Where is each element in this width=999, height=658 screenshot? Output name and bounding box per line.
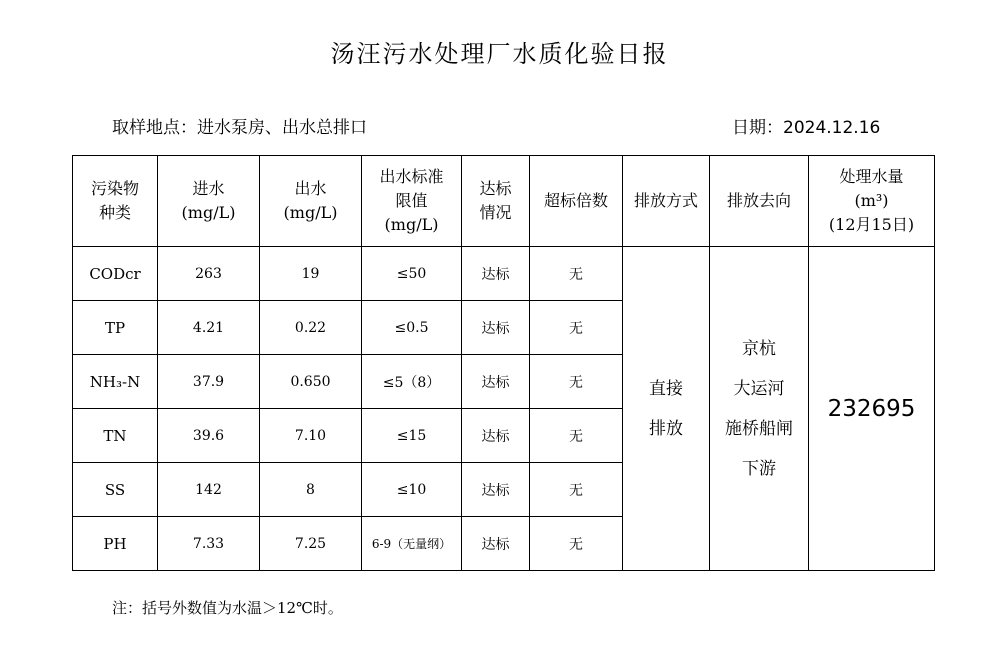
report-date: 日期：2024.12.16 [732, 118, 881, 138]
exceed-value: 无 [530, 517, 623, 571]
pollutant-name: TP [73, 301, 158, 355]
pollutant-name: NH₃-N [73, 355, 158, 409]
table-row [73, 247, 935, 301]
header-status: 达标 情况 [462, 156, 530, 247]
footnote: 注：括号外数值为水温＞12℃时。 [112, 599, 343, 617]
outflow-value: 8 [260, 463, 362, 517]
status-value: 达标 [462, 247, 530, 301]
report-title: 汤汪污水处理厂水质化验日报 [330, 40, 669, 68]
outflow-value: 0.22 [260, 301, 362, 355]
outflow-value: 7.25 [260, 517, 362, 571]
exceed-value: 无 [530, 409, 623, 463]
sampling-location: 取样地点：进水泵房、出水总排口 [112, 118, 367, 138]
header-exceed: 超标倍数 [530, 156, 623, 247]
inflow-value: 7.33 [158, 517, 260, 571]
inflow-value: 39.6 [158, 409, 260, 463]
header-row [73, 156, 935, 247]
discharge-method: 直接 排放 [623, 247, 710, 571]
inflow-value: 4.21 [158, 301, 260, 355]
outflow-value: 19 [260, 247, 362, 301]
exceed-value: 无 [530, 247, 623, 301]
exceed-value: 无 [530, 463, 623, 517]
limit-value: ≤0.5 [362, 301, 462, 355]
outflow-value: 0.650 [260, 355, 362, 409]
status-value: 达标 [462, 463, 530, 517]
discharge-destination: 京杭 大运河 施桥船闸 下游 [710, 247, 809, 571]
status-value: 达标 [462, 517, 530, 571]
status-value: 达标 [462, 409, 530, 463]
treated-volume: 232695 [809, 247, 935, 571]
exceed-value: 无 [530, 355, 623, 409]
header-limit: 出水标准 限值 (mg/L) [362, 156, 462, 247]
status-value: 达标 [462, 301, 530, 355]
outflow-value: 7.10 [260, 409, 362, 463]
inflow-value: 142 [158, 463, 260, 517]
header-discharge-method: 排放方式 [623, 156, 710, 247]
inflow-value: 37.9 [158, 355, 260, 409]
limit-value: ≤15 [362, 409, 462, 463]
pollutant-name: PH [73, 517, 158, 571]
status-value: 达标 [462, 355, 530, 409]
limit-value: ≤50 [362, 247, 462, 301]
limit-value: ≤5（8） [362, 355, 462, 409]
header-inflow: 进水 (mg/L) [158, 156, 260, 247]
header-volume: 处理水量 (m³) (12月15日) [809, 156, 935, 247]
pollutant-name: TN [73, 409, 158, 463]
exceed-value: 无 [530, 301, 623, 355]
header-pollutant: 污染物 种类 [73, 156, 158, 247]
inflow-value: 263 [158, 247, 260, 301]
pollutant-name: SS [73, 463, 158, 517]
limit-value: 6-9（无量纲） [362, 517, 462, 571]
header-discharge-dest: 排放去向 [710, 156, 809, 247]
water-quality-table [72, 155, 935, 571]
limit-value: ≤10 [362, 463, 462, 517]
header-outflow: 出水 (mg/L) [260, 156, 362, 247]
pollutant-name: CODcr [73, 247, 158, 301]
